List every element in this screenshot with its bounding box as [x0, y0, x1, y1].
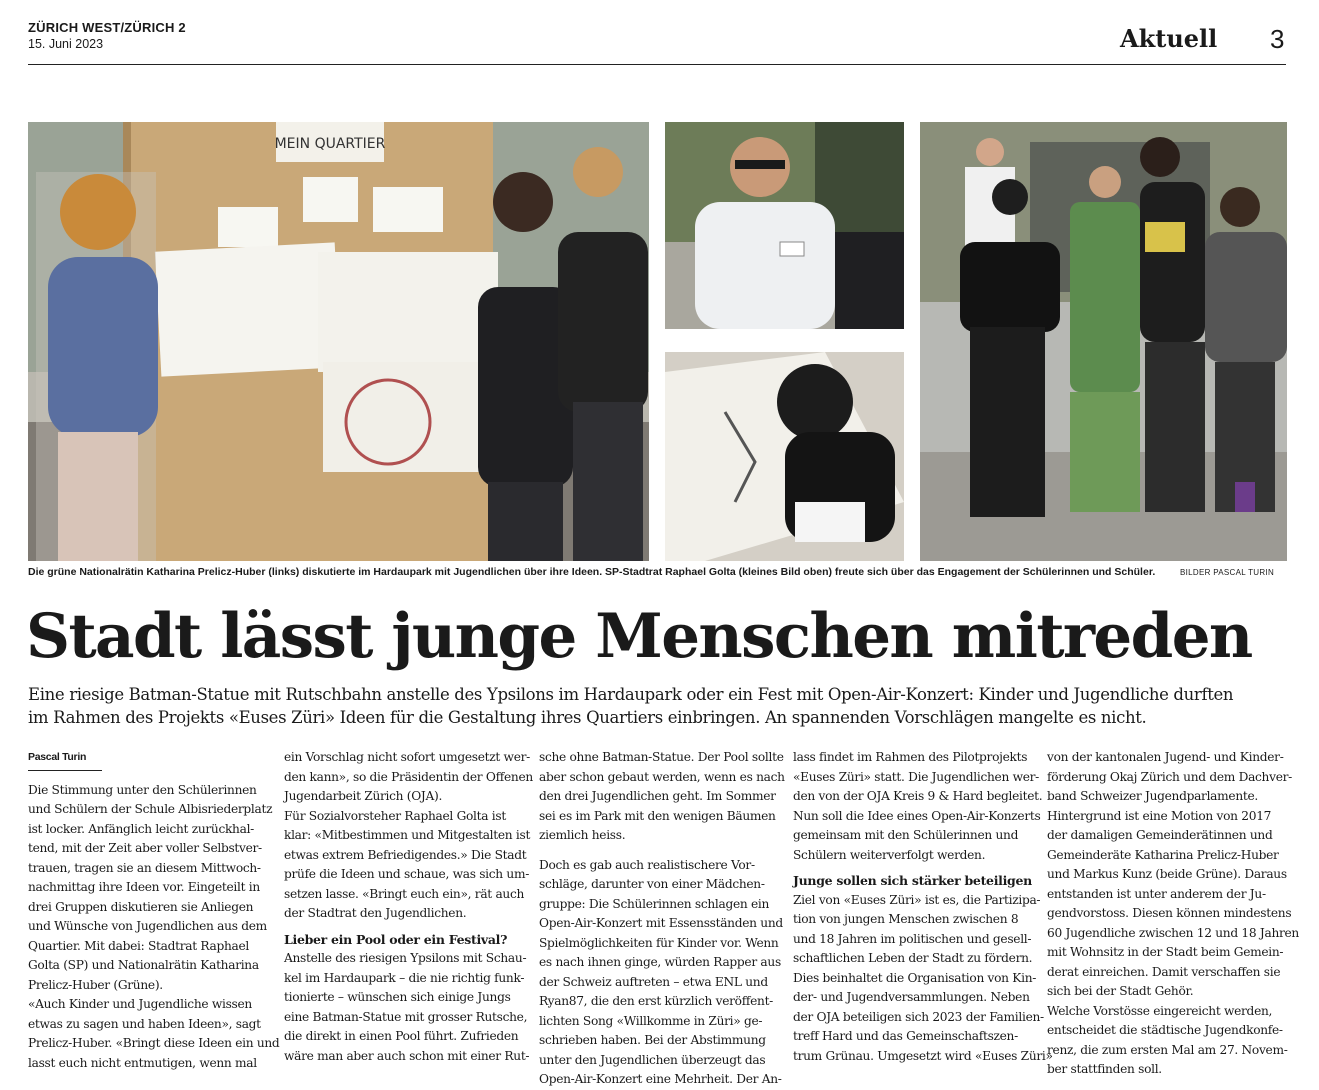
column-1	[28, 748, 280, 1073]
text-line: renz, die zum ersten Mal am 27. Novem-	[1047, 1042, 1288, 1057]
text-line: entscheidet die städtische Jugendkonfe-	[1047, 1023, 1283, 1037]
text-line: der damaligen Gemeinderätinnen und	[1047, 828, 1273, 842]
text-line: den von der OJA Kreis 9 & Hard begleitet.	[793, 789, 1043, 803]
text-line: sei es im Park mit den wenigen Bäumen	[539, 808, 776, 823]
text-line: von der kantonalen Jugend- und Kinder-	[1047, 750, 1284, 764]
section-title: Aktuell	[1120, 24, 1218, 53]
text-line: Spielmöglichkeiten für Kinder vor. Wenn	[539, 935, 779, 950]
col4-text-a	[793, 748, 1043, 865]
issue-date: 15. Juni 2023	[28, 37, 104, 51]
col1-text	[28, 781, 280, 1074]
text-line: aber schon gebaut werden, wenn es nach	[539, 769, 785, 784]
text-line: schrieben haben. Bei der Abstimmung	[539, 1033, 766, 1047]
text-line: Golta (SP) und Nationalrätin Katharina	[28, 958, 259, 972]
text-line: lichten Song «Willkomme in Züri» ge-	[539, 1013, 763, 1028]
text-line: und 18 Jahren im politischen und gesell-	[793, 931, 1032, 946]
text-line: drei Gruppen diskutieren sie Anliegen	[28, 899, 254, 914]
col2-text-a	[284, 748, 533, 924]
photo-group	[920, 122, 1287, 561]
text-line: Welche Vorstösse eingereicht werden,	[1047, 1003, 1273, 1018]
text-line: Anstelle des riesigen Ypsilons mit Schau-	[284, 951, 527, 965]
text-line: eine Batman-Statue mit grosser Rutsche,	[284, 1009, 528, 1024]
text-line: der Schweiz auftreten – etwa ENL und	[539, 974, 768, 989]
photo-golta	[665, 122, 904, 329]
text-line: gruppe: Die Schülerinnen schlagen ein	[539, 896, 770, 911]
text-line: und Wünsche von Jugendlichen aus dem	[28, 919, 267, 933]
author-byline: Pascal Turin	[28, 751, 87, 763]
text-line: lasst euch nicht entmutigen, wenn mal	[28, 1055, 257, 1070]
text-line: den drei Jugendlichen geht. Im Sommer	[539, 789, 776, 803]
column-4	[793, 748, 1053, 1066]
text-line: prüfe die Ideen und schaue, was sich um-	[284, 867, 530, 881]
photo-credit: BILDER PASCAL TURIN	[1180, 568, 1275, 577]
col3-text-b	[539, 856, 783, 1090]
text-line: trauen, tragen sie an diesem Mittwoch-	[28, 860, 261, 875]
text-line: Dies beinhaltet die Organisation von Kin-	[793, 970, 1037, 985]
text-line: der Stadtrat den Jugendlichen.	[284, 906, 467, 920]
photo-main-board	[28, 122, 649, 561]
text-line: ein Vorschlag nicht sofort umgesetzt wer-	[284, 750, 530, 764]
text-line: Prelicz-Huber (Grüne).	[28, 977, 163, 992]
text-line: der- und Jugendversammlungen. Neben	[793, 990, 1030, 1004]
headline: Stadt lässt junge Menschen mitreden	[26, 601, 1252, 672]
text-line: Doch es gab auch realistischere Vor-	[539, 857, 755, 872]
text-line: sich bei der Stadt Gehör.	[1047, 984, 1194, 998]
col3-text-a	[539, 748, 785, 846]
text-line: lass findet im Rahmen des Pilotprojekts	[793, 750, 1028, 764]
text-line: treff Hard und das Gemeinschaftszen-	[793, 1029, 1018, 1043]
text-line: gemeinsam mit den Schülerinnen und	[793, 828, 1019, 842]
text-line: ziemlich heiss.	[539, 828, 626, 842]
board-sign-text: MEIN QUARTIER	[274, 136, 386, 152]
byline-rule	[28, 770, 102, 771]
photo-caption: Die grüne Nationalrätin Katharina Prelicz-Huber (links) diskutierte im Hardaupark mit Jugendlichen über ihre Ideen. SP-Stadtrat Raphael Golta (kleines Bild oben) freute sich über das Engagement der Schülerinnen und Schüler.	[28, 566, 1156, 578]
text-line: schaftlichen Leben der Stadt zu fördern.	[793, 951, 1033, 965]
column-5	[1047, 748, 1299, 1080]
text-line: der OJA beteiligen sich 2023 der Familien-	[793, 1009, 1044, 1024]
text-line: und Schülern der Schule Albisriederplatz	[28, 802, 273, 816]
text-line: und Markus Kunz (beide Grüne). Daraus	[1047, 867, 1287, 881]
text-line: tend, mit der Zeit aber voller Selbstver-	[28, 841, 262, 855]
text-line: tion von jungen Menschen zwischen 8	[793, 912, 1019, 926]
text-line: schläge, darunter von einer Mädchen-	[539, 877, 765, 891]
text-line: Jugendarbeit Zürich (OJA).	[284, 789, 443, 803]
masthead	[28, 20, 186, 51]
text-line: Die Stimmung unter den Schülerinnen	[28, 782, 257, 797]
text-line: förderung Okaj Zürich und dem Dachver-	[1047, 769, 1292, 784]
text-line: etwas extrem Befriedigendes.» Die Stadt	[284, 847, 527, 862]
text-line: den kann», so die Präsidentin der Offenen	[284, 769, 533, 784]
text-line: Für Sozialvorsteher Raphael Golta ist	[284, 808, 506, 823]
lead-line: Eine riesige Batman-Statue mit Rutschbahn anstelle des Ypsilons im Hardaupark oder ein Fest mit Open-Air-Konzert: Kinder und Jugendliche durften	[28, 685, 1234, 704]
lead-paragraph	[28, 683, 1290, 729]
text-line: Nun soll die Idee eines Open-Air-Konzerts	[793, 808, 1041, 823]
photo-boy-drawing-image	[665, 352, 904, 561]
edition-label: ZÜRICH WEST/ZÜRICH 2	[28, 20, 186, 35]
col2-text-b	[284, 949, 530, 1066]
text-line: Ziel von «Euses Züri» ist es, die Partizipa-	[793, 892, 1041, 907]
text-line: «Euses Züri» statt. Die Jugendlichen wer-	[793, 769, 1039, 784]
col4-text-b	[793, 891, 1053, 1067]
text-line: Schülern weiterverfolgt werden.	[793, 847, 986, 862]
photo-main-board-image	[28, 122, 649, 561]
text-line: Hintergrund ist eine Motion von 2017	[1047, 808, 1272, 823]
photo-group-image	[920, 122, 1287, 561]
lead-line: im Rahmen des Projekts «Euses Züri» Ideen für die Gestaltung ihres Quartiers einbringen. An spannenden Vorschlägen mangelte es nicht.	[28, 708, 1147, 727]
text-line: ber stattfinden soll.	[1047, 1062, 1162, 1076]
col5-text	[1047, 748, 1299, 1080]
text-line: sche ohne Batman-Statue. Der Pool sollte	[539, 750, 784, 764]
column-2	[284, 748, 533, 1066]
text-line: trum Grünau. Umgesetzt wird «Euses Züri»	[793, 1048, 1053, 1063]
text-line: kel im Hardaupark – die nie richtig funk-	[284, 970, 525, 985]
text-line: entstanden ist unter anderem der Ju-	[1047, 886, 1266, 901]
text-line: band Schweizer Jugendparlamente.	[1047, 789, 1258, 803]
text-line: es nach ihnen ginge, würden Rapper aus	[539, 955, 781, 969]
text-line: nachmittag ihre Ideen vor. Eingeteilt in	[28, 880, 260, 894]
text-line: wäre man aber auch schon mit einer Rut-	[284, 1048, 530, 1063]
text-line: Open-Air-Konzert eine Mehrheit. Der An-	[539, 1072, 782, 1086]
photo-golta-image	[665, 122, 904, 329]
text-line: Prelicz-Huber. «Bringt diese Ideen ein und	[28, 1036, 280, 1050]
text-line: mit Wohnsitz in der Stadt beim Gemein-	[1047, 945, 1284, 959]
text-line: die direkt in einen Pool führt. Zufrieden	[284, 1029, 519, 1043]
text-line: ist locker. Anfänglich leicht zurückhal-	[28, 821, 254, 836]
text-line: gendvorstoss. Diesen können mindestens	[1047, 906, 1292, 920]
text-line: klar: «Mitbestimmen und Mitgestalten ist	[284, 828, 531, 842]
text-line: Ryan87, die den erst kürzlich veröffent-	[539, 994, 773, 1008]
subheading-participation: Junge sollen sich stärker beteiligen	[793, 873, 1032, 888]
text-line: Open-Air-Konzert mit Essensständen und	[539, 916, 783, 930]
subheading-pool-festival: Lieber ein Pool oder ein Festival?	[284, 931, 508, 947]
header-divider	[28, 64, 1286, 65]
text-line: 60 Jugendliche zwischen 12 und 18 Jahren	[1047, 925, 1299, 940]
text-line: derat einreichen. Damit verschaffen sie	[1047, 964, 1281, 979]
text-line: tionierte – wünschen sich einige Jungs	[284, 990, 511, 1004]
text-line: etwas zu sagen und haben Ideen», sagt	[28, 1016, 261, 1031]
text-line: unter den Jugendlichen überzeugt das	[539, 1052, 766, 1067]
column-3	[539, 748, 785, 1090]
text-line: Quartier. Mit dabei: Stadtrat Raphael	[28, 938, 250, 953]
text-line: setzen lasse. «Bringt euch ein», rät auch	[284, 886, 525, 901]
text-line: Gemeinderäte Katharina Prelicz-Huber	[1047, 847, 1279, 862]
text-line: «Auch Kinder und Jugendliche wissen	[28, 997, 252, 1011]
photo-boy-drawing	[665, 352, 904, 561]
page-number: 3	[1270, 24, 1285, 54]
